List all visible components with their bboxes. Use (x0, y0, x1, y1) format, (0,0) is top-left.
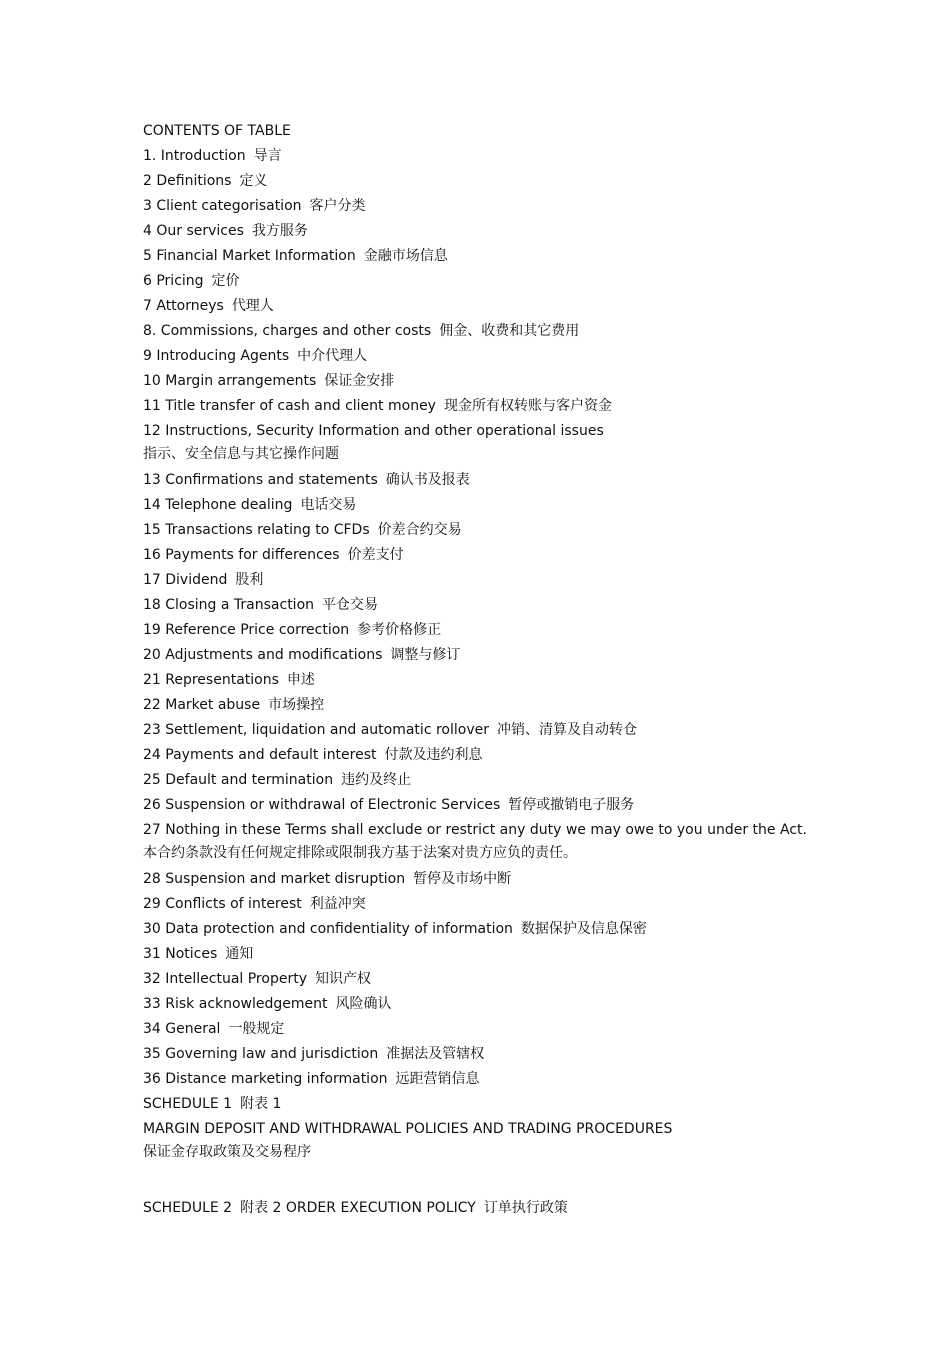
schedule-1-title-cn: 保证金存取政策及交易程序 (143, 1144, 311, 1160)
entry-en: 26 Suspension or withdrawal of Electronic Services (143, 797, 501, 813)
toc-entry-26 (143, 795, 923, 820)
toc-entry-20 (143, 645, 923, 670)
entry-en: 29 Conflicts of interest (143, 896, 302, 912)
toc-entry-21 (143, 670, 923, 695)
entry-en: 14 Telephone dealing (143, 497, 293, 513)
toc-entry-28 (143, 869, 923, 894)
entry-cn: 保证金安排 (324, 373, 395, 389)
toc-entry-1 (143, 146, 923, 171)
entry-cn: 冲销、清算及自动转仓 (496, 722, 637, 738)
entry-cn: 一般规定 (228, 1021, 285, 1037)
entry-cn: 付款及违约利息 (384, 747, 483, 763)
toc-entry-12 (143, 421, 923, 444)
toc-entry-4 (143, 221, 923, 246)
entry-cn: 暂停或撤销电子服务 (508, 797, 635, 813)
entry-cn: 调整与修订 (390, 647, 461, 663)
entry-cn: 导言 (253, 148, 282, 164)
toc-entry-8 (143, 321, 923, 346)
schedule-1-label (143, 1094, 923, 1119)
entry-en: 19 Reference Price correction (143, 622, 350, 638)
entry-cn: 违约及终止 (341, 772, 412, 788)
entry-en: 36 Distance marketing information (143, 1071, 388, 1087)
toc-entry-17 (143, 570, 923, 595)
entry-en: 11 Title transfer of cash and client money (143, 398, 436, 414)
entry-cn: 我方服务 (251, 223, 308, 239)
toc-entry-35 (143, 1044, 923, 1069)
toc-entry-13 (143, 470, 923, 495)
entry-cn: 佣金、收费和其它费用 (439, 323, 580, 339)
toc-entry-7 (143, 296, 923, 321)
entry-cn: 电话交易 (300, 497, 357, 513)
entry-en: 15 Transactions relating to CFDs (143, 522, 370, 538)
toc-entry-18 (143, 595, 923, 620)
toc-entry-19 (143, 620, 923, 645)
entry-en: 8. Commissions, charges and other costs (143, 323, 432, 339)
entry-en: 28 Suspension and market disruption (143, 871, 406, 887)
entry-cn: 准据法及管辖权 (386, 1046, 485, 1062)
schedule-2-cn-label: 附表 2 (240, 1200, 282, 1216)
entry-cn: 申述 (286, 672, 315, 688)
toc-entry-14 (143, 495, 923, 520)
entry-en: 20 Adjustments and modifications (143, 647, 383, 663)
entry-cn: 通知 (225, 946, 254, 962)
entry-cn: 风险确认 (335, 996, 392, 1012)
schedule-2-title-cn: 订单执行政策 (483, 1200, 568, 1216)
entry-cn: 平仓交易 (322, 597, 379, 613)
entry-cn: 知识产权 (314, 971, 371, 987)
toc-entry-5 (143, 246, 923, 271)
entry-cn: 定义 (239, 173, 268, 189)
entry-en: 7 Attorneys (143, 298, 224, 314)
entry-en: 23 Settlement, liquidation and automatic rollover (143, 722, 489, 738)
entry-en: 30 Data protection and confidentiality of information (143, 921, 513, 937)
toc-entry-23 (143, 720, 923, 745)
entry-en: 33 Risk acknowledgement (143, 996, 328, 1012)
entry-cn: 代理人 (231, 298, 274, 314)
entry-en: 6 Pricing (143, 273, 204, 289)
entry-cn: 参考价格修正 (357, 622, 442, 638)
entry-cn: 市场操控 (268, 697, 325, 713)
toc-entry-2 (143, 171, 923, 196)
entry-cn: 中介代理人 (297, 348, 368, 364)
entry-en: 13 Confirmations and statements (143, 472, 378, 488)
toc-entry-12-cn: 指示、安全信息与其它操作问题 (143, 446, 339, 462)
entry-en: 9 Introducing Agents (143, 348, 290, 364)
toc-entry-6 (143, 271, 923, 296)
entry-en: 35 Governing law and jurisdiction (143, 1046, 379, 1062)
entry-en: 17 Dividend (143, 572, 228, 588)
schedule-2-title: ORDER EXECUTION POLICY (285, 1200, 476, 1216)
schedule-2-en-label: SCHEDULE 2 (143, 1200, 233, 1216)
toc-entry-16 (143, 545, 923, 570)
toc-entry-33 (143, 994, 923, 1019)
entry-en: 18 Closing a Transaction (143, 597, 315, 613)
toc-entry-10 (143, 371, 923, 396)
toc-page (143, 121, 923, 1218)
entry-cn: 价差支付 (347, 547, 404, 563)
toc-entry-30 (143, 919, 923, 944)
schedule-gap (143, 1168, 923, 1198)
entry-en: 12 Instructions, Security Information and other operational issues (143, 423, 604, 439)
schedule-2-line (143, 1198, 923, 1218)
entry-cn: 股利 (235, 572, 264, 588)
entry-cn: 金融市场信息 (363, 248, 448, 264)
entry-cn: 远距营销信息 (395, 1071, 480, 1087)
toc-entry-29 (143, 894, 923, 919)
entry-cn: 暂停及市场中断 (413, 871, 512, 887)
entry-en: 10 Margin arrangements (143, 373, 317, 389)
entry-en: 3 Client categorisation (143, 198, 302, 214)
entry-en: 5 Financial Market Information (143, 248, 356, 264)
entry-en: 32 Intellectual Property (143, 971, 307, 987)
toc-entry-3 (143, 196, 923, 221)
entry-cn: 客户分类 (309, 198, 366, 214)
toc-entry-22 (143, 695, 923, 720)
schedule-1-title: MARGIN DEPOSIT AND WITHDRAWAL POLICIES AND TRADING PROCEDURES (143, 1121, 673, 1137)
entry-en: 27 Nothing in these Terms shall exclude or restrict any duty we may owe to you under the Act. (143, 822, 807, 838)
entry-en: 2 Definitions (143, 173, 232, 189)
toc-entry-9 (143, 346, 923, 371)
entry-cn: 数据保护及信息保密 (520, 921, 647, 937)
entry-en: 4 Our services (143, 223, 244, 239)
entry-en: 34 General (143, 1021, 221, 1037)
entry-cn: 确认书及报表 (385, 472, 470, 488)
toc-entry-25 (143, 770, 923, 795)
toc-entry-11 (143, 396, 923, 421)
toc-entry-15 (143, 520, 923, 545)
toc-title: CONTENTS OF TABLE (143, 123, 291, 139)
entry-cn: 定价 (211, 273, 240, 289)
entry-en: 22 Market abuse (143, 697, 261, 713)
entry-cn: 现金所有权转账与客户资金 (443, 398, 612, 414)
entry-en: 1. Introduction (143, 148, 246, 164)
toc-entry-31 (143, 944, 923, 969)
toc-entry-27 (143, 820, 923, 843)
toc-entry-32 (143, 969, 923, 994)
entry-en: 21 Representations (143, 672, 279, 688)
entry-en: 24 Payments and default interest (143, 747, 377, 763)
entry-en: 31 Notices (143, 946, 218, 962)
entry-en: 16 Payments for differences (143, 547, 340, 563)
toc-entry-24 (143, 745, 923, 770)
entry-cn: 利益冲突 (309, 896, 366, 912)
schedule-1-cn-label: 附表 1 (240, 1096, 282, 1112)
toc-entry-36 (143, 1069, 923, 1094)
schedule-1-en-label: SCHEDULE 1 (143, 1096, 233, 1112)
entry-en: 25 Default and termination (143, 772, 334, 788)
toc-entry-34 (143, 1019, 923, 1044)
toc-entry-27-cn: 本合约条款没有任何规定排除或限制我方基于法案对贵方应负的责任。 (143, 845, 577, 861)
entry-cn: 价差合约交易 (377, 522, 462, 538)
